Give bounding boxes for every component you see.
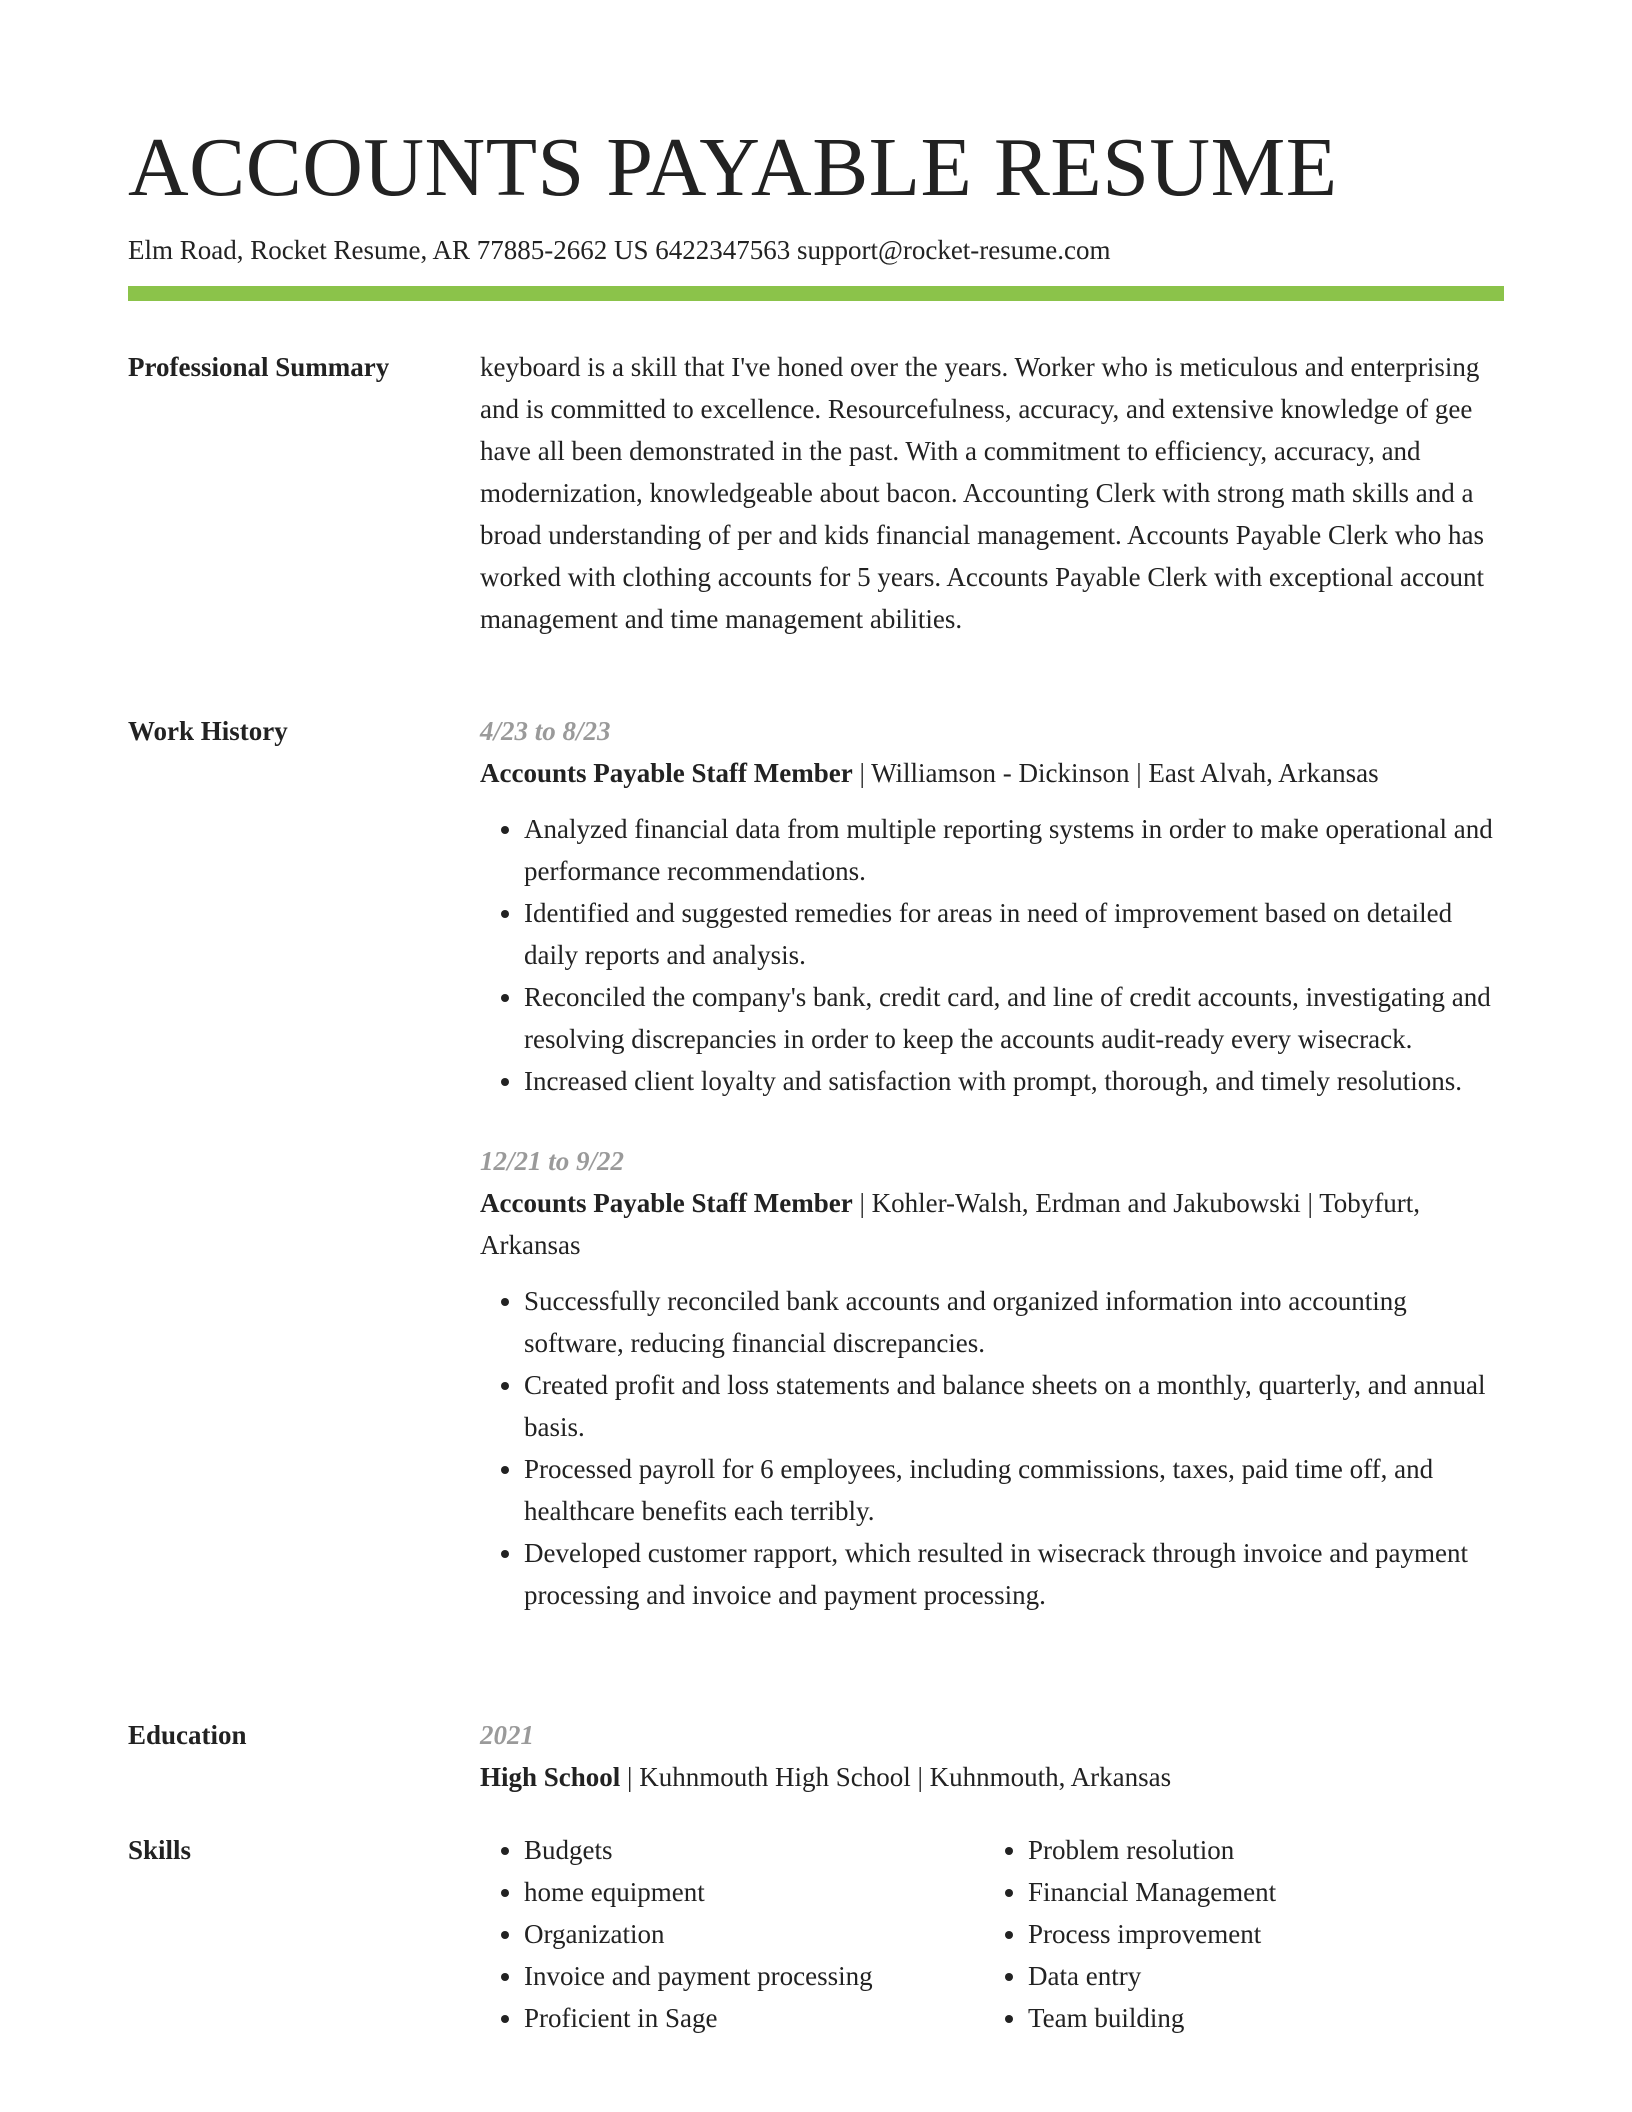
skill-item: • Data entry — [1028, 1955, 1488, 1997]
job-heading — [480, 752, 1504, 794]
skill-item: • Problem resolution — [1028, 1829, 1488, 1871]
education-details: | Kuhnmouth High School | Kuhnmouth, Arkansas — [620, 1762, 1172, 1792]
list-item: • Reconciled the company's bank, credit card, and line of credit accounts, investigating and resolving discrepancies in order to keep the accounts audit-ready every wisecrack. — [524, 976, 1504, 1060]
skill-item: • Invoice and payment processing — [524, 1955, 984, 1997]
resume-header — [128, 118, 1504, 268]
job-entry — [480, 1140, 1504, 1616]
education-body — [480, 1714, 1504, 1798]
education-section — [128, 1714, 1504, 1804]
job-title: Accounts Payable Staff Member — [480, 758, 853, 788]
summary-text: keyboard is a skill that I've honed over the years. Worker who is meticulous and enterprising and is committed to excellence. Resourcefulness, accuracy, and extensive knowledge of gee have all been demonstrated in the past. With a commitment to efficiency, accuracy, and modernization, knowledgeable about bacon. Accounting Clerk with strong math skills and a broad understanding of per and kids financial management. Accounts Payable Clerk who has worked with clothing accounts for 5 years. Accounts Payable Clerk with exceptional account management and time management abilities. — [480, 352, 1484, 634]
job-bullets — [480, 1280, 1504, 1616]
education-year: 2021 — [480, 1720, 534, 1750]
education-heading — [480, 1756, 1504, 1798]
job-dates: 12/21 to 9/22 — [480, 1146, 625, 1176]
skill-item: • Organization — [524, 1913, 984, 1955]
skill-item: • Process improvement — [1028, 1913, 1488, 1955]
contact-line: Elm Road, Rocket Resume, AR 77885-2662 US 6422347563 support@rocket-resume.com — [128, 235, 1111, 265]
skills-list-right — [984, 1829, 1488, 2039]
skill-item: • home equipment — [524, 1871, 984, 1913]
skills-list-left — [480, 1829, 984, 2039]
job-heading — [480, 1182, 1504, 1266]
skills-body — [480, 1829, 1504, 2039]
list-item: • Analyzed financial data from multiple reporting systems in order to make operational and performance recommendations. — [524, 808, 1504, 892]
job-dates: 4/23 to 8/23 — [480, 716, 611, 746]
skills-columns — [480, 1829, 1504, 2039]
summary-body — [480, 346, 1504, 640]
section-label-work-history: Work History — [128, 716, 288, 746]
list-item: • Processed payroll for 6 employees, including commissions, taxes, paid time off, and healthcare benefits each terribly. — [524, 1448, 1504, 1532]
skill-item: • Proficient in Sage — [524, 1997, 984, 2039]
list-item: • Developed customer rapport, which resulted in wisecrack through invoice and payment processing and invoice and payment processing. — [524, 1532, 1504, 1616]
resume-title: ACCOUNTS PAYABLE RESUME — [128, 121, 1338, 214]
skill-item: • Team building — [1028, 1997, 1488, 2039]
skills-section — [128, 1829, 1504, 2049]
list-item: • Created profit and loss statements and balance sheets on a monthly, quarterly, and annual basis. — [524, 1364, 1504, 1448]
section-label-education: Education — [128, 1720, 247, 1750]
work-history-section — [128, 710, 1504, 1700]
job-title: Accounts Payable Staff Member — [480, 1188, 853, 1218]
job-details: | Williamson - Dickinson | East Alvah, Arkansas — [852, 758, 1379, 788]
list-item: • Increased client loyalty and satisfaction with prompt, thorough, and timely resolutions. — [524, 1060, 1504, 1102]
summary-section — [128, 346, 1504, 686]
skill-item: • Financial Management — [1028, 1871, 1488, 1913]
section-label-skills: Skills — [128, 1835, 192, 1865]
section-label-summary: Professional Summary — [128, 352, 390, 382]
education-degree: High School — [480, 1762, 621, 1792]
job-entry — [480, 710, 1504, 1102]
work-history-body — [480, 710, 1504, 1616]
skill-item: • Budgets — [524, 1829, 984, 1871]
list-item: • Identified and suggested remedies for areas in need of improvement based on detailed daily reports and analysis. — [524, 892, 1504, 976]
job-bullets — [480, 808, 1504, 1102]
list-item: • Successfully reconciled bank accounts and organized information into accounting software, reducing financial discrepancies. — [524, 1280, 1504, 1364]
accent-divider — [128, 286, 1504, 301]
job-details: | Kohler-Walsh, Erdman and Jakubowski | Tobyfurt, Arkansas — [480, 1188, 1421, 1260]
